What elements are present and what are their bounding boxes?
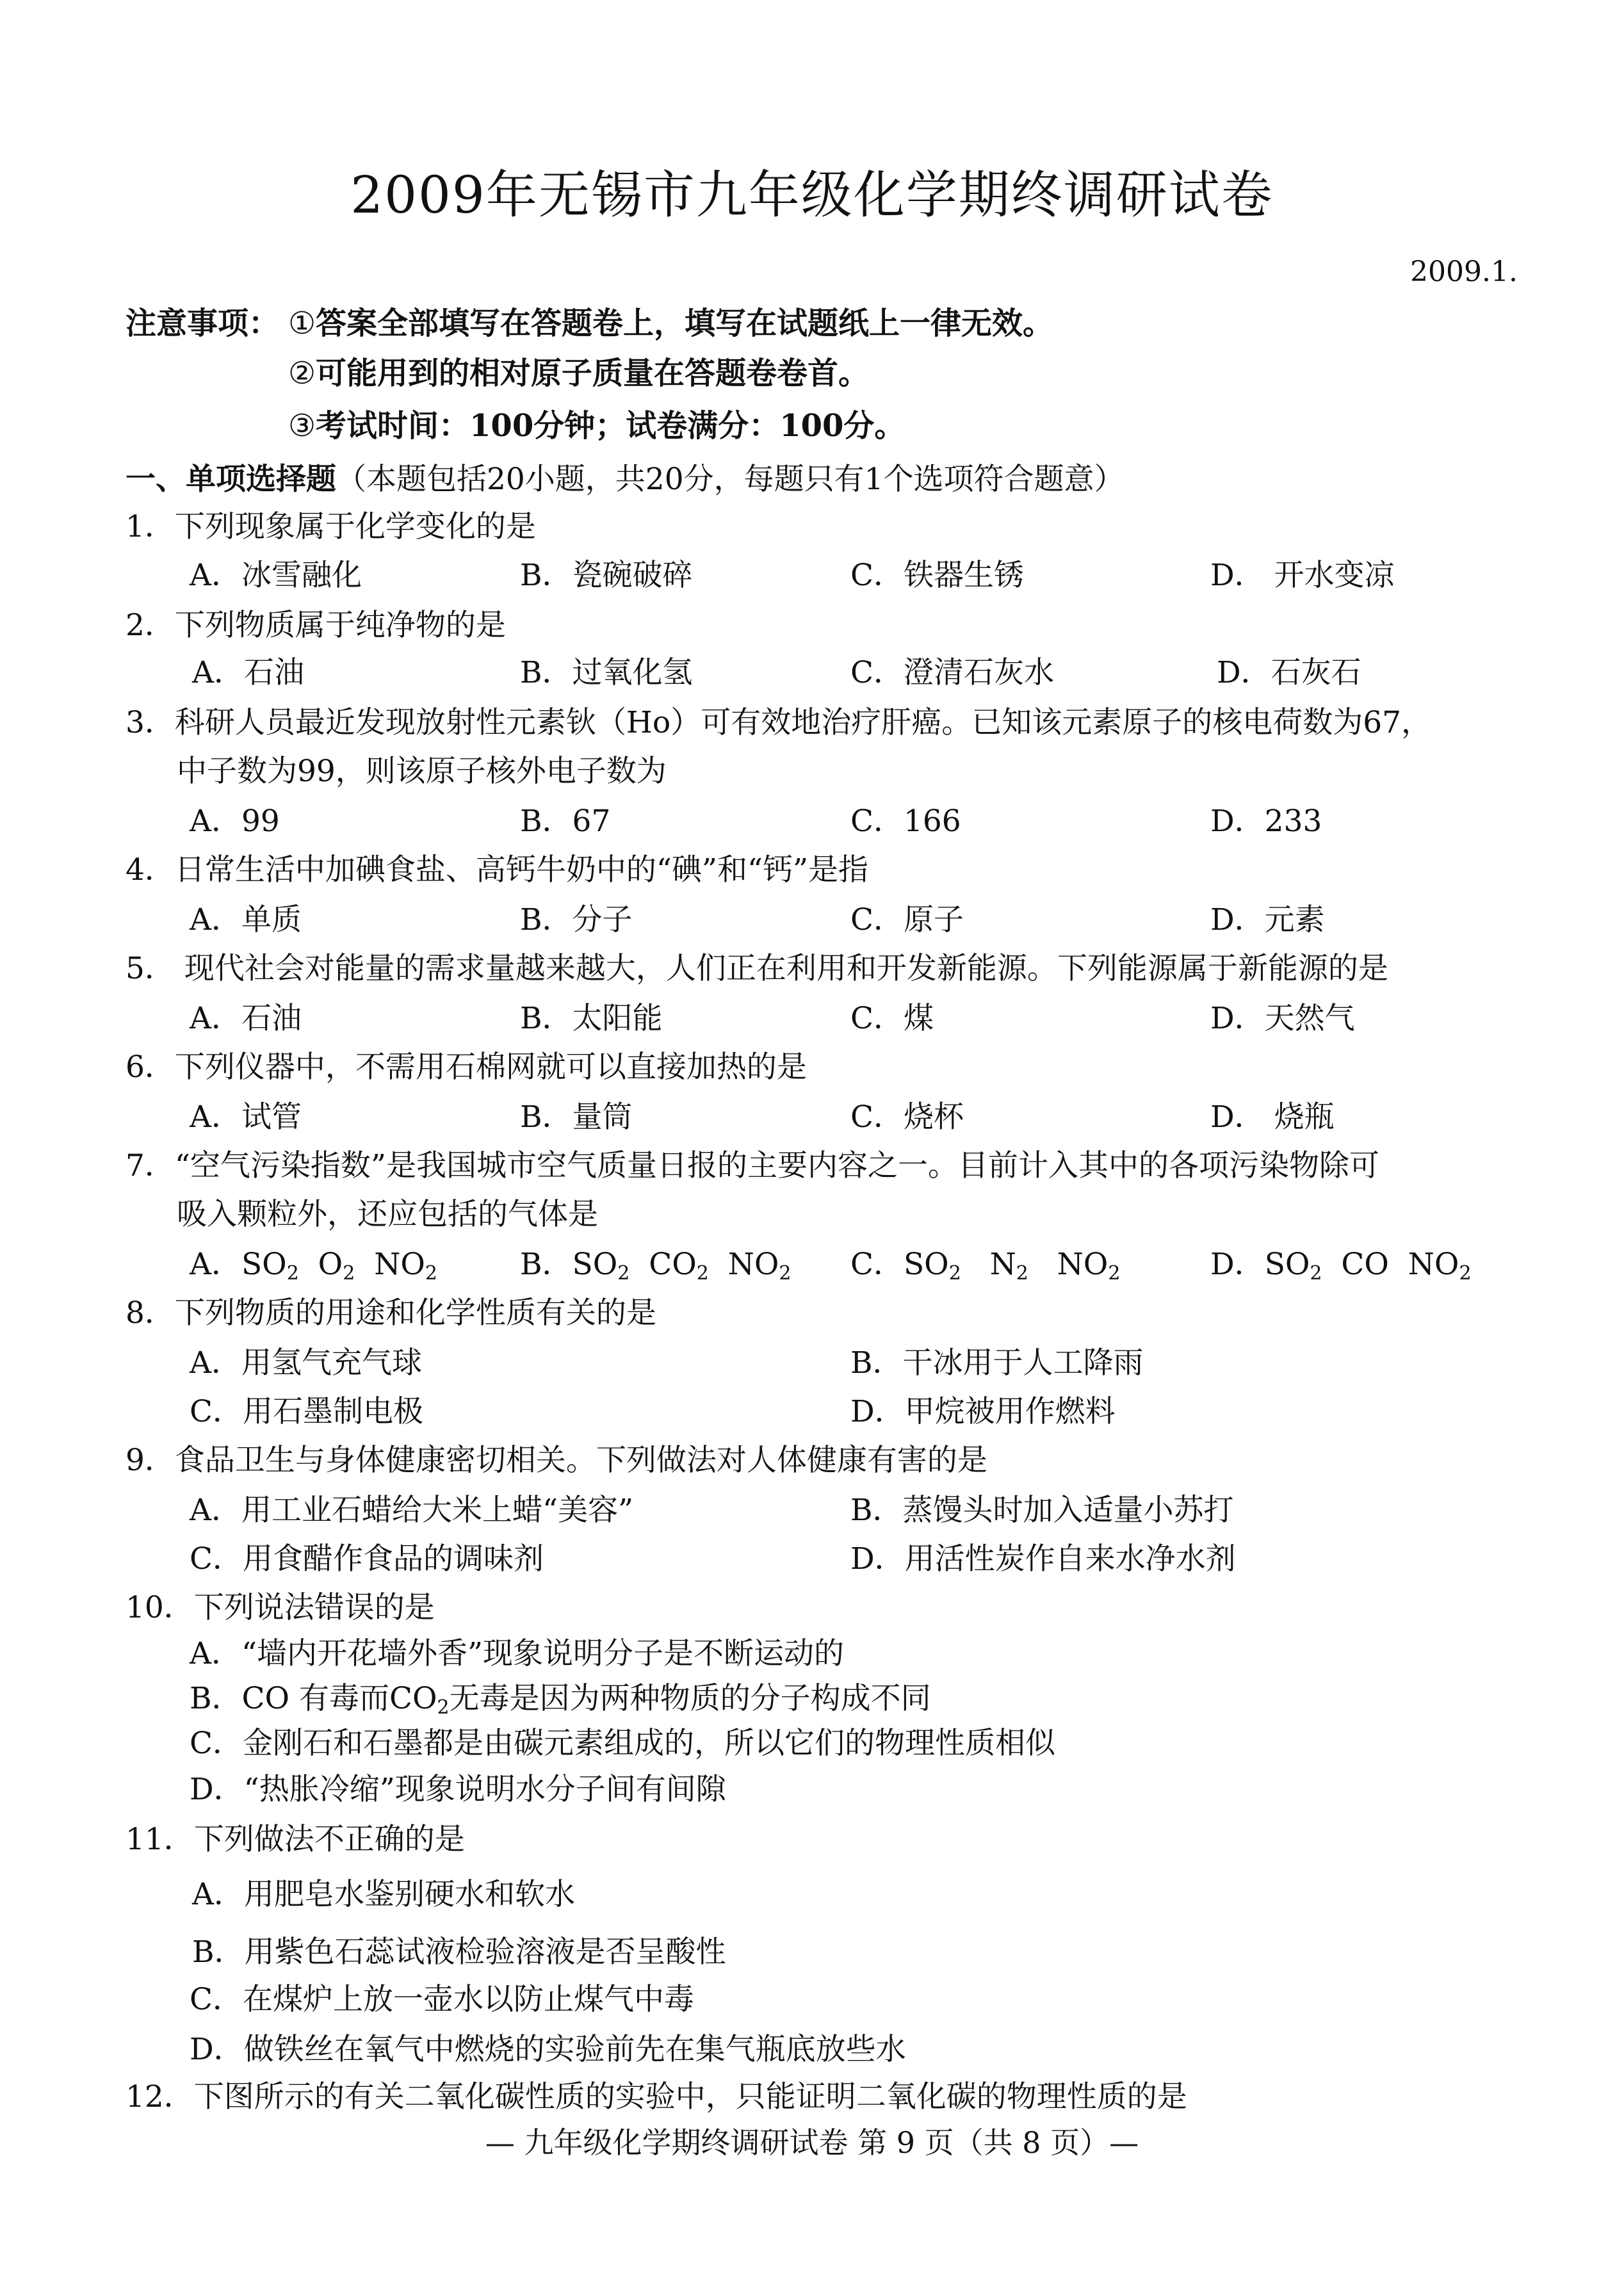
page-footer: — 九年级化学期终调研试卷 第 9 页（共 8 页）— — [485, 2125, 1139, 2160]
question-3: 3．科研人员最近发现放射性元素钬（Ho）可有效地治疗肝癌。已知该元素原子的核电荷数为67， — [126, 705, 1431, 740]
option: B．干冰用于人工降雨 — [850, 1345, 1144, 1381]
option: D． 烧瓶 — [1210, 1099, 1335, 1135]
question-6: 6．下列仪器中，不需用石棉网就可以直接加热的是 — [126, 1050, 807, 1085]
question-10: 10．下列说法错误的是 — [126, 1590, 435, 1625]
question-3-continued: 中子数为99，则该原子核外电子数为 — [177, 754, 667, 789]
option: D．甲烷被用作燃料 — [850, 1394, 1116, 1429]
question-2: 2．下列物质属于纯净物的是 — [126, 608, 506, 643]
option: B．瓷碗破碎 — [520, 558, 693, 593]
option: C．$SO_2$ $N_2$ $NO_2$ — [850, 1247, 1121, 1285]
option: B．用紫色石蕊试液检验溶液是否呈酸性 — [192, 1934, 726, 1970]
option: B．67 — [520, 804, 611, 839]
option: B．量筒 — [520, 1099, 633, 1135]
question-4: 4．日常生活中加碘食盐、高钙牛奶中的“碘”和“钙”是指 — [126, 852, 869, 888]
option: A．冰雪融化 — [190, 558, 362, 593]
option: D．天然气 — [1210, 1001, 1355, 1036]
option: D．$SO_2$ CO $NO_2$ — [1210, 1247, 1472, 1285]
question-7-continued: 吸入颗粒外，还应包括的气体是 — [177, 1197, 598, 1232]
option: A．用肥皂水鉴别硬水和软水 — [192, 1877, 575, 1912]
question-9: 9．食品卫生与身体健康密切相关。下列做法对人体健康有害的是 — [126, 1443, 987, 1478]
question-1: 1．下列现象属于化学变化的是 — [126, 509, 536, 544]
exam-date: 2009.1. — [1410, 255, 1518, 288]
note-item: ②可能用到的相对原子质量在答题卷卷首。 — [288, 355, 870, 391]
option: C．在煤炉上放一壶水以防止煤气中毒 — [190, 1982, 694, 2017]
option: B．过氧化氢 — [520, 655, 693, 690]
option: C．烧杯 — [850, 1099, 964, 1135]
option: A．“墙内开花墙外香”现象说明分子是不断运动的 — [190, 1636, 844, 1671]
option: D．233 — [1210, 804, 1322, 839]
option: A．$SO_2$ $O_2$ $NO_2$ — [190, 1247, 437, 1285]
option: D． 开水变凉 — [1210, 558, 1395, 593]
option: A．石油 — [192, 655, 304, 690]
question-7: 7．“空气污染指数”是我国城市空气质量日报的主要内容之一。目前计入其中的各项污染物除可 — [126, 1148, 1379, 1183]
notes-label: 注意事项： — [126, 305, 280, 341]
question-8: 8．下列物质的用途和化学性质有关的是 — [126, 1295, 656, 1331]
question-11: 11．下列做法不正确的是 — [126, 1822, 465, 1857]
option: A．石油 — [190, 1001, 302, 1036]
note-item: ③考试时间：100分钟；试卷满分：100分。 — [288, 408, 905, 444]
section-heading: 一、单项选择题（本题包括20小题，共20分，每题只有1个选项符合题意） — [126, 462, 1125, 497]
exam-title: 2009年无锡市九年级化学期终调研试卷 — [350, 165, 1274, 225]
option: C．铁器生锈 — [850, 558, 1024, 593]
option: C．金刚石和石墨都是由碳元素组成的，所以它们的物理性质相似 — [190, 1726, 1055, 1761]
option: A．用氢气充气球 — [190, 1345, 422, 1381]
option: A．单质 — [190, 902, 302, 937]
option: B．蒸馒头时加入适量小苏打 — [850, 1493, 1234, 1528]
option: B．分子 — [520, 902, 633, 937]
option: A．99 — [190, 804, 280, 839]
option: C．煤 — [850, 1001, 934, 1036]
option: A．用工业石蜡给大米上蜡“美容” — [190, 1493, 633, 1528]
option: C．原子 — [850, 902, 964, 937]
option: C．166 — [850, 804, 961, 839]
question-5: 5． 现代社会对能量的需求量越来越大，人们正在利用和开发新能源。下列能源属于新能源的是 — [126, 951, 1388, 986]
option: D．做铁丝在氧气中燃烧的实验前先在集气瓶底放些水 — [190, 2032, 906, 2067]
option: D．元素 — [1210, 902, 1325, 937]
option: D．石灰石 — [1217, 655, 1361, 690]
note-item: ①答案全部填写在答题卷上，填写在试题纸上一律无效。 — [288, 305, 1054, 341]
option: C．用食醋作食品的调味剂 — [190, 1541, 544, 1577]
option: B．太阳能 — [520, 1001, 663, 1036]
option: A．试管 — [190, 1099, 302, 1135]
option: D．“热胀冷缩”现象说明水分子间有间隙 — [190, 1772, 726, 1807]
option: C．用石墨制电极 — [190, 1394, 423, 1429]
option: B．$SO_2$ $CO_2$ $NO_2$ — [520, 1247, 792, 1285]
option: C．澄清石灰水 — [850, 655, 1054, 690]
question-12: 12．下图所示的有关二氧化碳性质的实验中，只能证明二氧化碳的物理性质的是 — [126, 2079, 1187, 2114]
option: B．CO 有毒而$CO_2$无毒是因为两种物质的分子构成不同 — [190, 1681, 931, 1719]
option: D．用活性炭作自来水净水剂 — [850, 1541, 1236, 1577]
